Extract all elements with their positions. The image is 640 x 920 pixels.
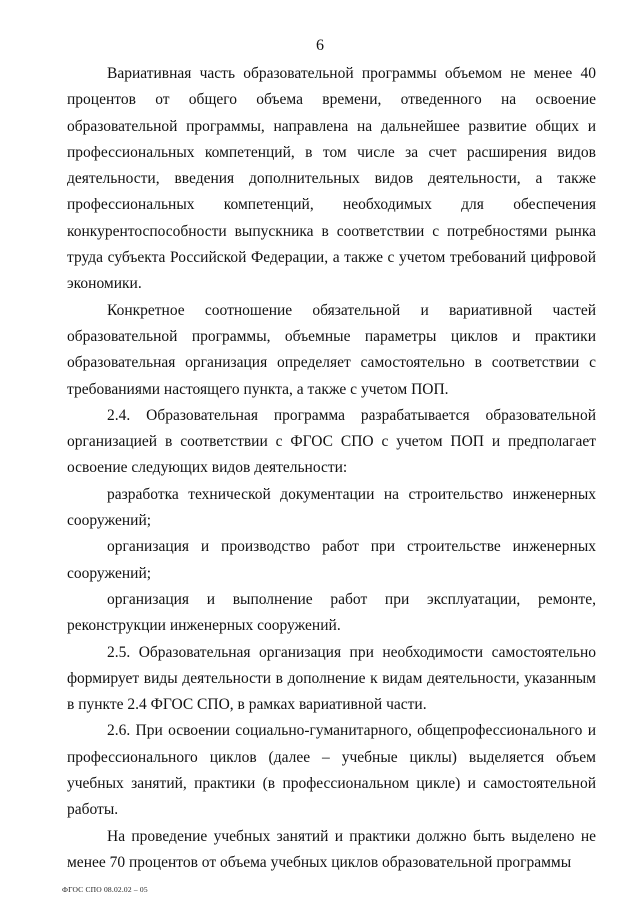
paragraph-2-5: 2.5. Образовательная организация при необходимости самостоятельно формирует виды деятельности в дополнение к видам деятельности, указанным в пункте 2.4 ФГОС СПО, в рамках вариативной части. bbox=[67, 643, 596, 714]
paragraph-2-6: 2.6. При освоении социально-гуманитарного, общепрофессионального и профессионального циклов (далее – учебные циклы) выделяется объем учебных занятий, практики (в профессиональном цикле) и самостоятельной работы. bbox=[67, 722, 596, 819]
activity-item-construction: организация и производство работ при строительстве инженерных сооружений; bbox=[67, 538, 596, 582]
paragraph-2-4: 2.4. Образовательная программа разрабатывается образовательной организацией в соответствии с ФГОС СПО с учетом ПОП и предполагает освоение следующих видов деятельности: bbox=[67, 406, 596, 477]
paragraph-ratio: Конкретное соотношение обязательной и вариативной частей образовательной программы, объемные параметры циклов и практики образовательная организация определяет самостоятельно в соответствии с требованиями настоящего пункта, а также с учетом ПОП. bbox=[67, 301, 596, 398]
document-body bbox=[67, 61, 596, 876]
paragraph-practice-volume: На проведение учебных занятий и практики должно быть выделено не менее 70 процентов от объема учебных циклов образовательной программы bbox=[67, 827, 596, 871]
footer-document-code: ФГОС СПО 08.02.02 – 05 bbox=[62, 885, 148, 894]
paragraph-variative-part: Вариативная часть образовательной программы объемом не менее 40 процентов от общего объема времени, отведенного на освоение образовательной программы, направлена на дальнейшее развитие общих и профессиональных компетенций, в том числе за счет расширения видов деятельности, введения дополнительных видов деятельности, а также профессиональных компетенций, необходимых для обеспечения конкурентоспособности выпускника в соответствии с потребностями рынка труда субъекта Российской Федерации, а также с учетом требований цифровой экономики. bbox=[67, 65, 596, 293]
activity-item-documentation: разработка технической документации на строительство инженерных сооружений; bbox=[67, 485, 596, 530]
activity-item-operation: организация и выполнение работ при эксплуатации, ремонте, реконструкции инженерных сооружений. bbox=[67, 590, 596, 635]
page-number: 6 bbox=[316, 37, 324, 54]
